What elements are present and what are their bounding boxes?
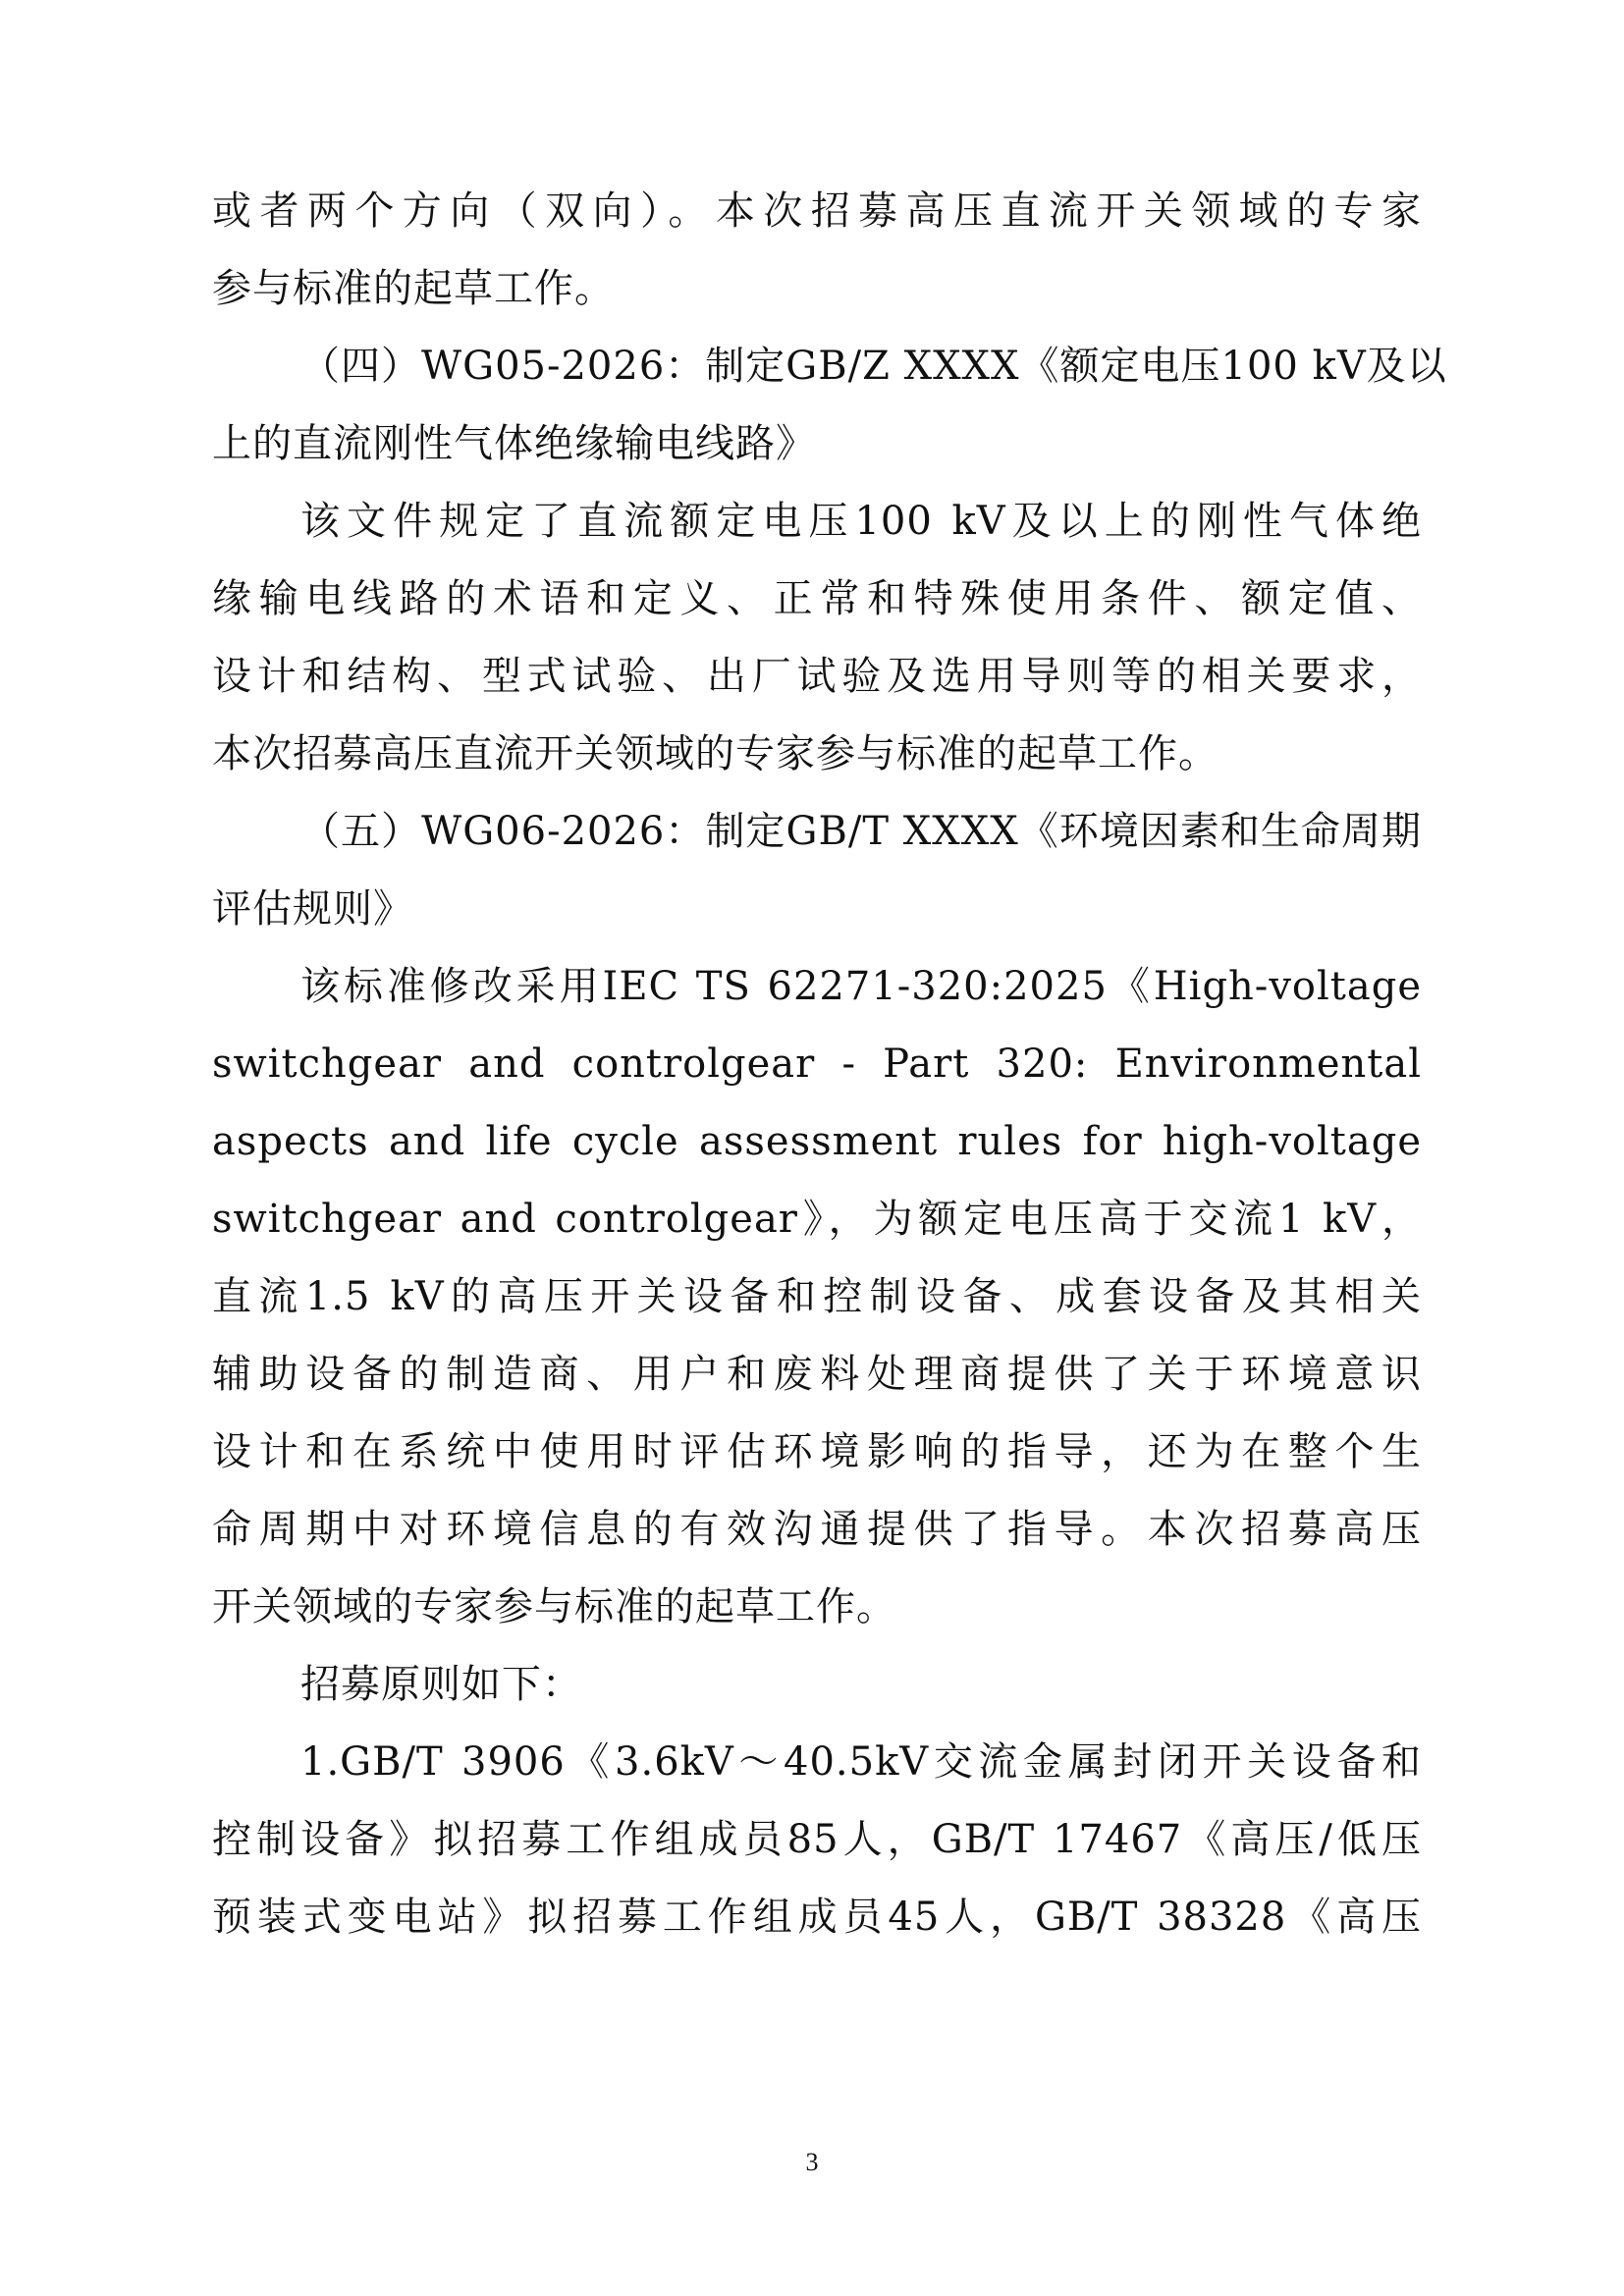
list-item-line: 预装式变电站》拟招募工作组成员45人，GB/T 38328《高压 (212, 1895, 1422, 1940)
section-heading-line: （五）WG06-2026：制定GB/T XXXX《环境因素和生命周期 (300, 809, 1422, 854)
paragraph-line: 该标准修改采用IEC TS 62271-320:2025《High-voltage (300, 964, 1422, 1009)
paragraph-line: 本次招募高压直流开关领域的专家参与标准的起草工作。 (212, 731, 1218, 776)
section-heading-line: （四）WG05-2026：制定GB/Z XXXX《额定电压100 kV及以 (300, 344, 1447, 389)
paragraph-line: 或者两个方向（双向）。本次招募高压直流开关领域的专家 (212, 188, 1422, 234)
paragraph-line: aspects and life cycle assessment rules for high-voltage (212, 1119, 1422, 1164)
paragraph-line: 该文件规定了直流额定电压100 kV及以上的刚性气体绝 (300, 499, 1422, 544)
paragraph-line: 辅助设备的制造商、用户和废料处理商提供了关于环境意识 (212, 1352, 1422, 1397)
paragraph-line: 招募原则如下： (300, 1662, 582, 1707)
paragraph-line: switchgear and controlgear》，为额定电压高于交流1 kV， (212, 1197, 1422, 1242)
paragraph-line: 开关领域的专家参与标准的起草工作。 (212, 1584, 896, 1629)
page-number: 3 (805, 2148, 819, 2176)
paragraph-line: 参与标准的起草工作。 (212, 266, 615, 311)
paragraph-line: 直流1.5 kV的高压开关设备和控制设备、成套设备及其相关 (212, 1274, 1422, 1319)
paragraph-line: 设计和结构、型式试验、出厂试验及选用导则等的相关要求， (212, 654, 1422, 699)
paragraph-line: switchgear and controlgear - Part 320: Environmental (212, 1041, 1422, 1087)
paragraph-line: 缘输电线路的术语和定义、正常和特殊使用条件、额定值、 (212, 576, 1422, 621)
list-item-line: 1.GB/T 3906《3.6kV～40.5kV交流金属封闭开关设备和 (300, 1739, 1422, 1785)
section-heading-line: 评估规则》 (212, 886, 413, 932)
paragraph-line: 命周期中对环境信息的有效沟通提供了指导。本次招募高压 (212, 1507, 1422, 1552)
section-heading-line: 上的直流刚性气体绝缘输电线路》 (212, 421, 816, 466)
paragraph-line: 设计和在系统中使用时评估环境影响的指导，还为在整个生 (212, 1429, 1422, 1474)
list-item-line: 控制设备》拟招募工作组成员85人，GB/T 17467《高压/低压 (212, 1817, 1422, 1862)
